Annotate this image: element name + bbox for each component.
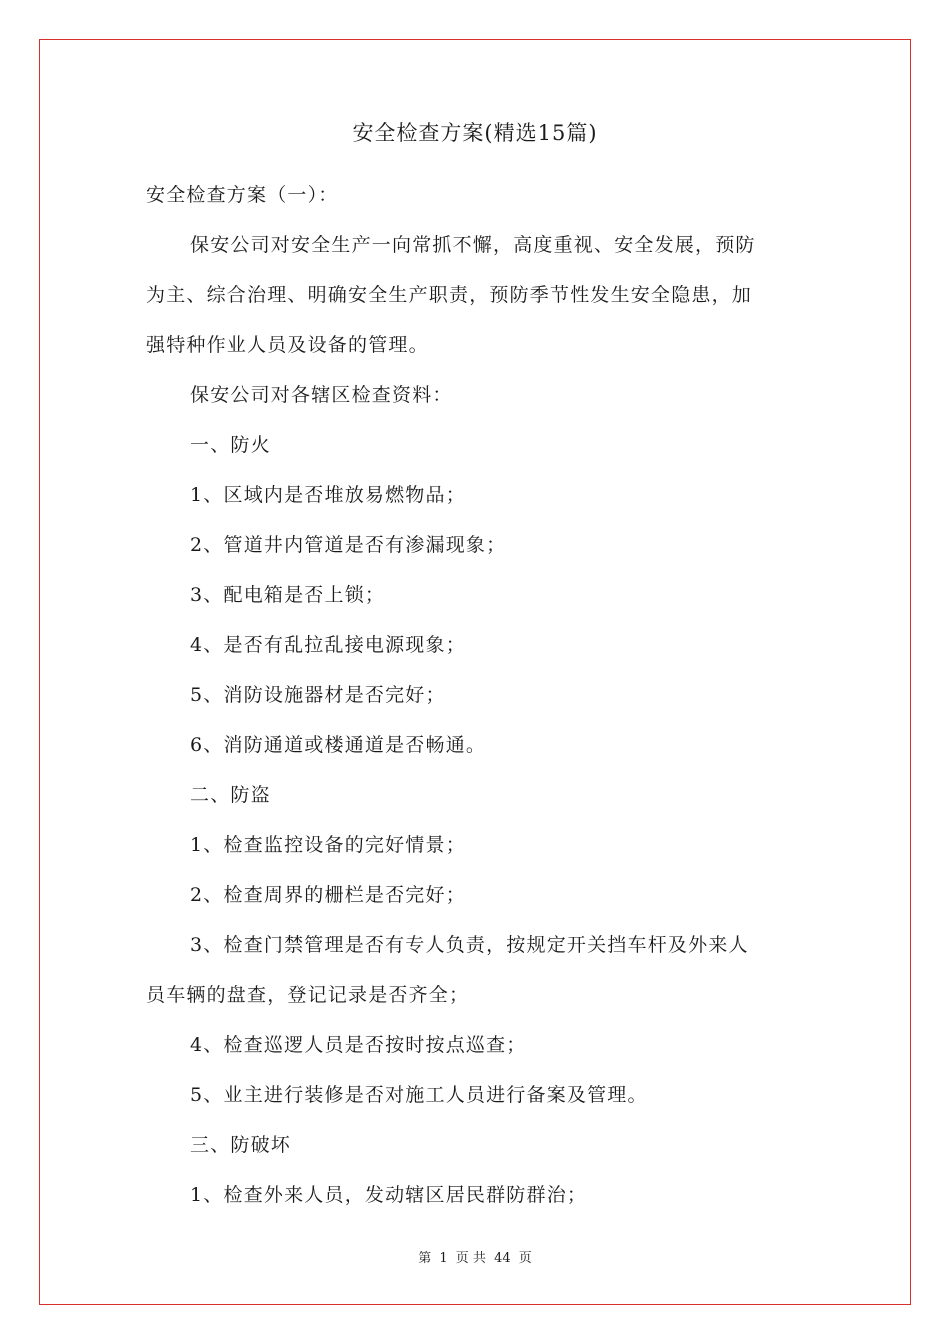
section-heading-sabotage: 三、防破坏 (190, 1134, 292, 1156)
body-line: 安全检查方案（一）： (146, 184, 339, 206)
document-title: 安全检查方案(精选15篇) (352, 121, 598, 145)
footer-middle: 页 共 (455, 1251, 486, 1266)
footer-current-page: 1 (439, 1251, 448, 1266)
list-item-continuation: 员车辆的盘查，登记记录是否齐全； (146, 984, 470, 1006)
section-heading-fire: 一、防火 (190, 434, 271, 456)
list-item: 5、消防设施器材是否完好； (190, 684, 446, 706)
list-item: 4、检查巡逻人员是否按时按点巡查； (190, 1034, 527, 1056)
footer-total-pages: 44 (494, 1251, 511, 1266)
list-item: 1、区域内是否堆放易燃物品； (190, 484, 466, 506)
footer-suffix: 页 (518, 1251, 532, 1266)
body-line: 保安公司对各辖区检查资料： (190, 384, 453, 406)
list-item: 2、检查周界的栅栏是否完好； (190, 884, 466, 906)
list-item: 2、管道井内管道是否有渗漏现象； (190, 534, 507, 556)
footer-prefix: 第 (418, 1251, 432, 1266)
body-line: 保安公司对安全生产一向常抓不懈，高度重视、安全发展，预防 (190, 234, 756, 256)
section-heading-theft: 二、防盗 (190, 784, 271, 806)
list-item: 1、检查外来人员，发动辖区居民群防群治； (190, 1184, 588, 1206)
list-item: 4、是否有乱拉乱接电源现象； (190, 634, 466, 656)
list-item: 6、消防通道或楼通道是否畅通。 (190, 734, 487, 756)
list-item: 3、检查门禁管理是否有专人负责，按规定开关挡车杆及外来人 (190, 934, 749, 956)
body-line: 为主、综合治理、明确安全生产职责，预防季节性发生安全隐患，加 (146, 284, 753, 306)
document-body (146, 170, 810, 1220)
list-item: 3、配电箱是否上锁； (190, 584, 386, 606)
body-line: 强特种作业人员及设备的管理。 (146, 334, 429, 356)
page-footer (0, 1249, 950, 1269)
list-item: 1、检查监控设备的完好情景； (190, 834, 466, 856)
list-item: 5、业主进行装修是否对施工人员进行备案及管理。 (190, 1084, 648, 1106)
